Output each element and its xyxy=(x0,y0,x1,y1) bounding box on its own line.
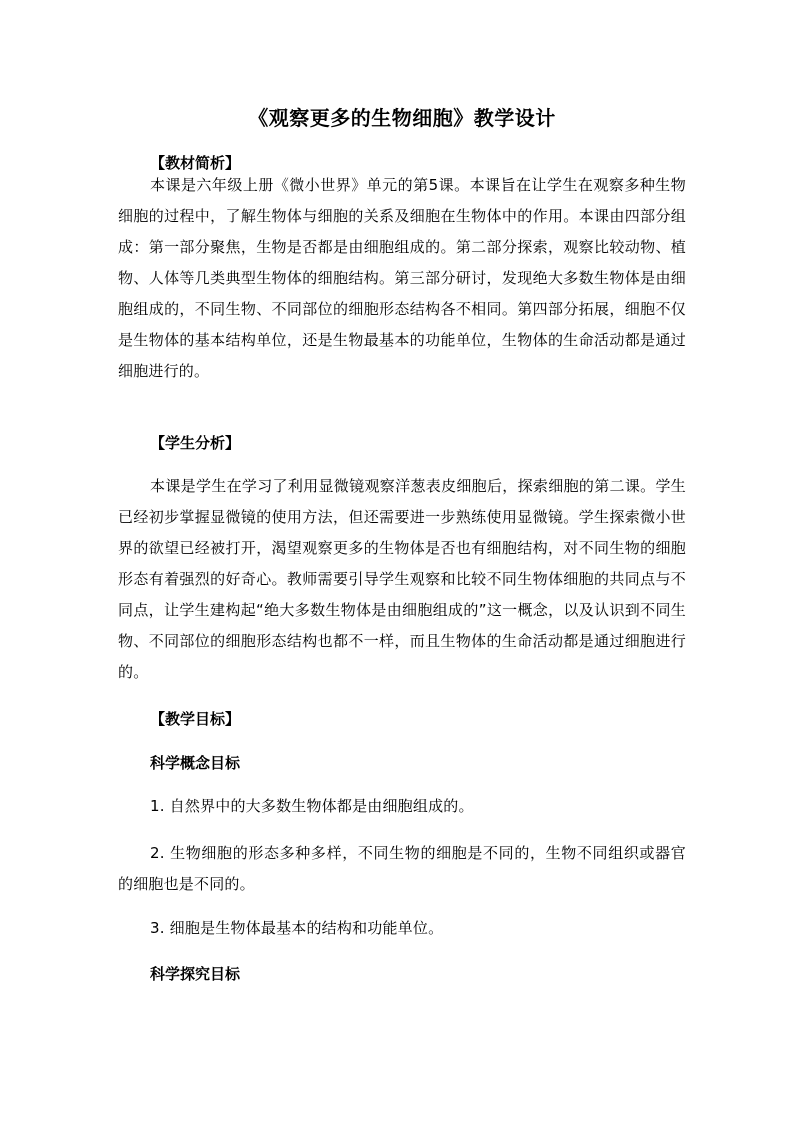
textbook-analysis-paragraph: 本课是六年级上册《微小世界》单元的第5课。本课旨在让学生在观察多种生物细胞的过程中，了解生物体与细胞的关系及细胞在生物体中的作用。本课由四部分组成：第一部分聚焦，生物是否都是由细胞组成的。第二部分探索，观察比较动物、植物、人体等几类典型生物体的细胞结构。第三部分研讨，发现绝大多数生物体是由细胞组成的，不同生物、不同部位的细胞形态结构各不相同。第四部分拓展，细胞不仅是生物体的基本结构单位，还是生物最基本的功能单位，生物体的生命活动都是通过细胞进行的。 xyxy=(118,176,686,380)
document-page xyxy=(118,0,686,1123)
science-concept-objectives-heading: 科学概念目标 xyxy=(150,754,241,772)
student-analysis-paragraph: 本课是学生在学习了利用显微镜观察洋葱表皮细胞后，探索细胞的第二课。学生已经初步掌握显微镜的使用方法，但还需要进一步熟练使用显微镜。学生探索微小世界的欲望已经被打开，渴望观察更多的生物体是否也有细胞结构，对不同生物的细胞形态有着强烈的好奇心。教师需要引导学生观察和比较不同生物体细胞的共同点与不同点，让学生建构起“绝大多数生物体是由细胞组成的”这一概念，以及认识到不同生物、不同部位的细胞形态结构也都不一样，而且生物体的生命活动都是通过细胞进行的。 xyxy=(118,477,686,681)
student-analysis-heading: 【学生分析】 xyxy=(150,434,241,452)
science-inquiry-objectives-heading: 科学探究目标 xyxy=(150,965,241,983)
textbook-analysis-heading: 【教材简析】 xyxy=(150,154,241,172)
concept-objective-item-2: 2. 生物细胞的形态多种多样，不同生物的细胞是不同的，生物不同组织或器官的细胞也是不同的。 xyxy=(118,844,686,893)
teaching-objectives-heading: 【教学目标】 xyxy=(150,710,241,728)
concept-objective-item-1: 1. 自然界中的大多数生物体都是由细胞组成的。 xyxy=(150,797,474,815)
concept-objective-item-3: 3. 细胞是生物体最基本的结构和功能单位。 xyxy=(150,919,444,937)
document-title: 《观察更多的生物细胞》教学设计 xyxy=(248,106,556,130)
